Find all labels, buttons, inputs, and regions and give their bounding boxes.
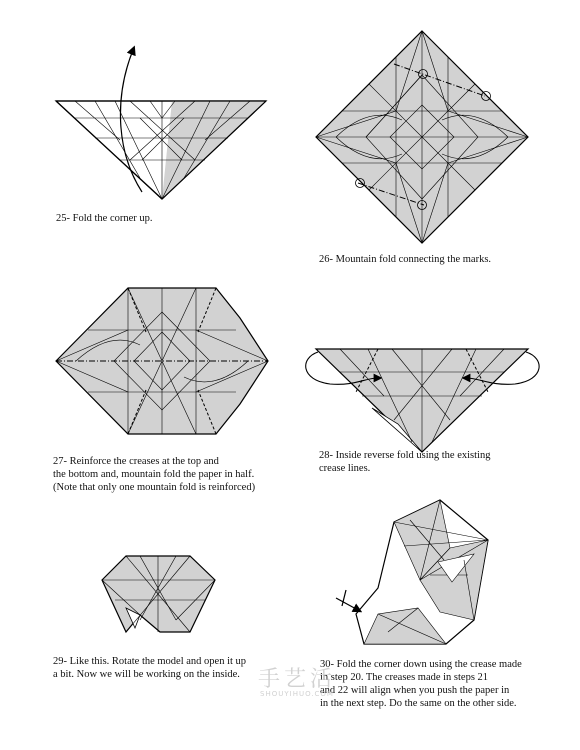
step-26-caption: 26- Mountain fold connecting the marks. [319, 254, 492, 265]
step-29-caption: 29- Like this. Rotate the model and open it up a bit. Now we will be working on the inside. [53, 656, 247, 680]
step-27-figure [56, 288, 268, 434]
watermark-url: SHOUYIHUO.COM [260, 690, 334, 698]
step-29-figure [102, 556, 215, 632]
watermark-text: 手艺活 [257, 667, 336, 692]
step-30-figure [336, 500, 488, 644]
step-26-figure [316, 31, 528, 243]
watermark-logo [242, 662, 352, 698]
step-30-caption: 30- Fold the corner down using the crease made in step 20. The creases made in steps 21 and 22 will align when you push the paper in in the next step. Do the same on the other side. [320, 659, 522, 709]
step-27-caption: 27- Reinforce the creases at the top and the bottom and, mountain fold the paper in half. (Note that only one mountain fold is reinforced) [53, 456, 256, 493]
step-25-caption: 25- Fold the corner up. [56, 213, 153, 224]
step-25-figure [56, 50, 266, 199]
step-28-caption: 28- Inside reverse fold using the existing crease lines. [319, 450, 491, 474]
step-28-figure [306, 349, 539, 452]
